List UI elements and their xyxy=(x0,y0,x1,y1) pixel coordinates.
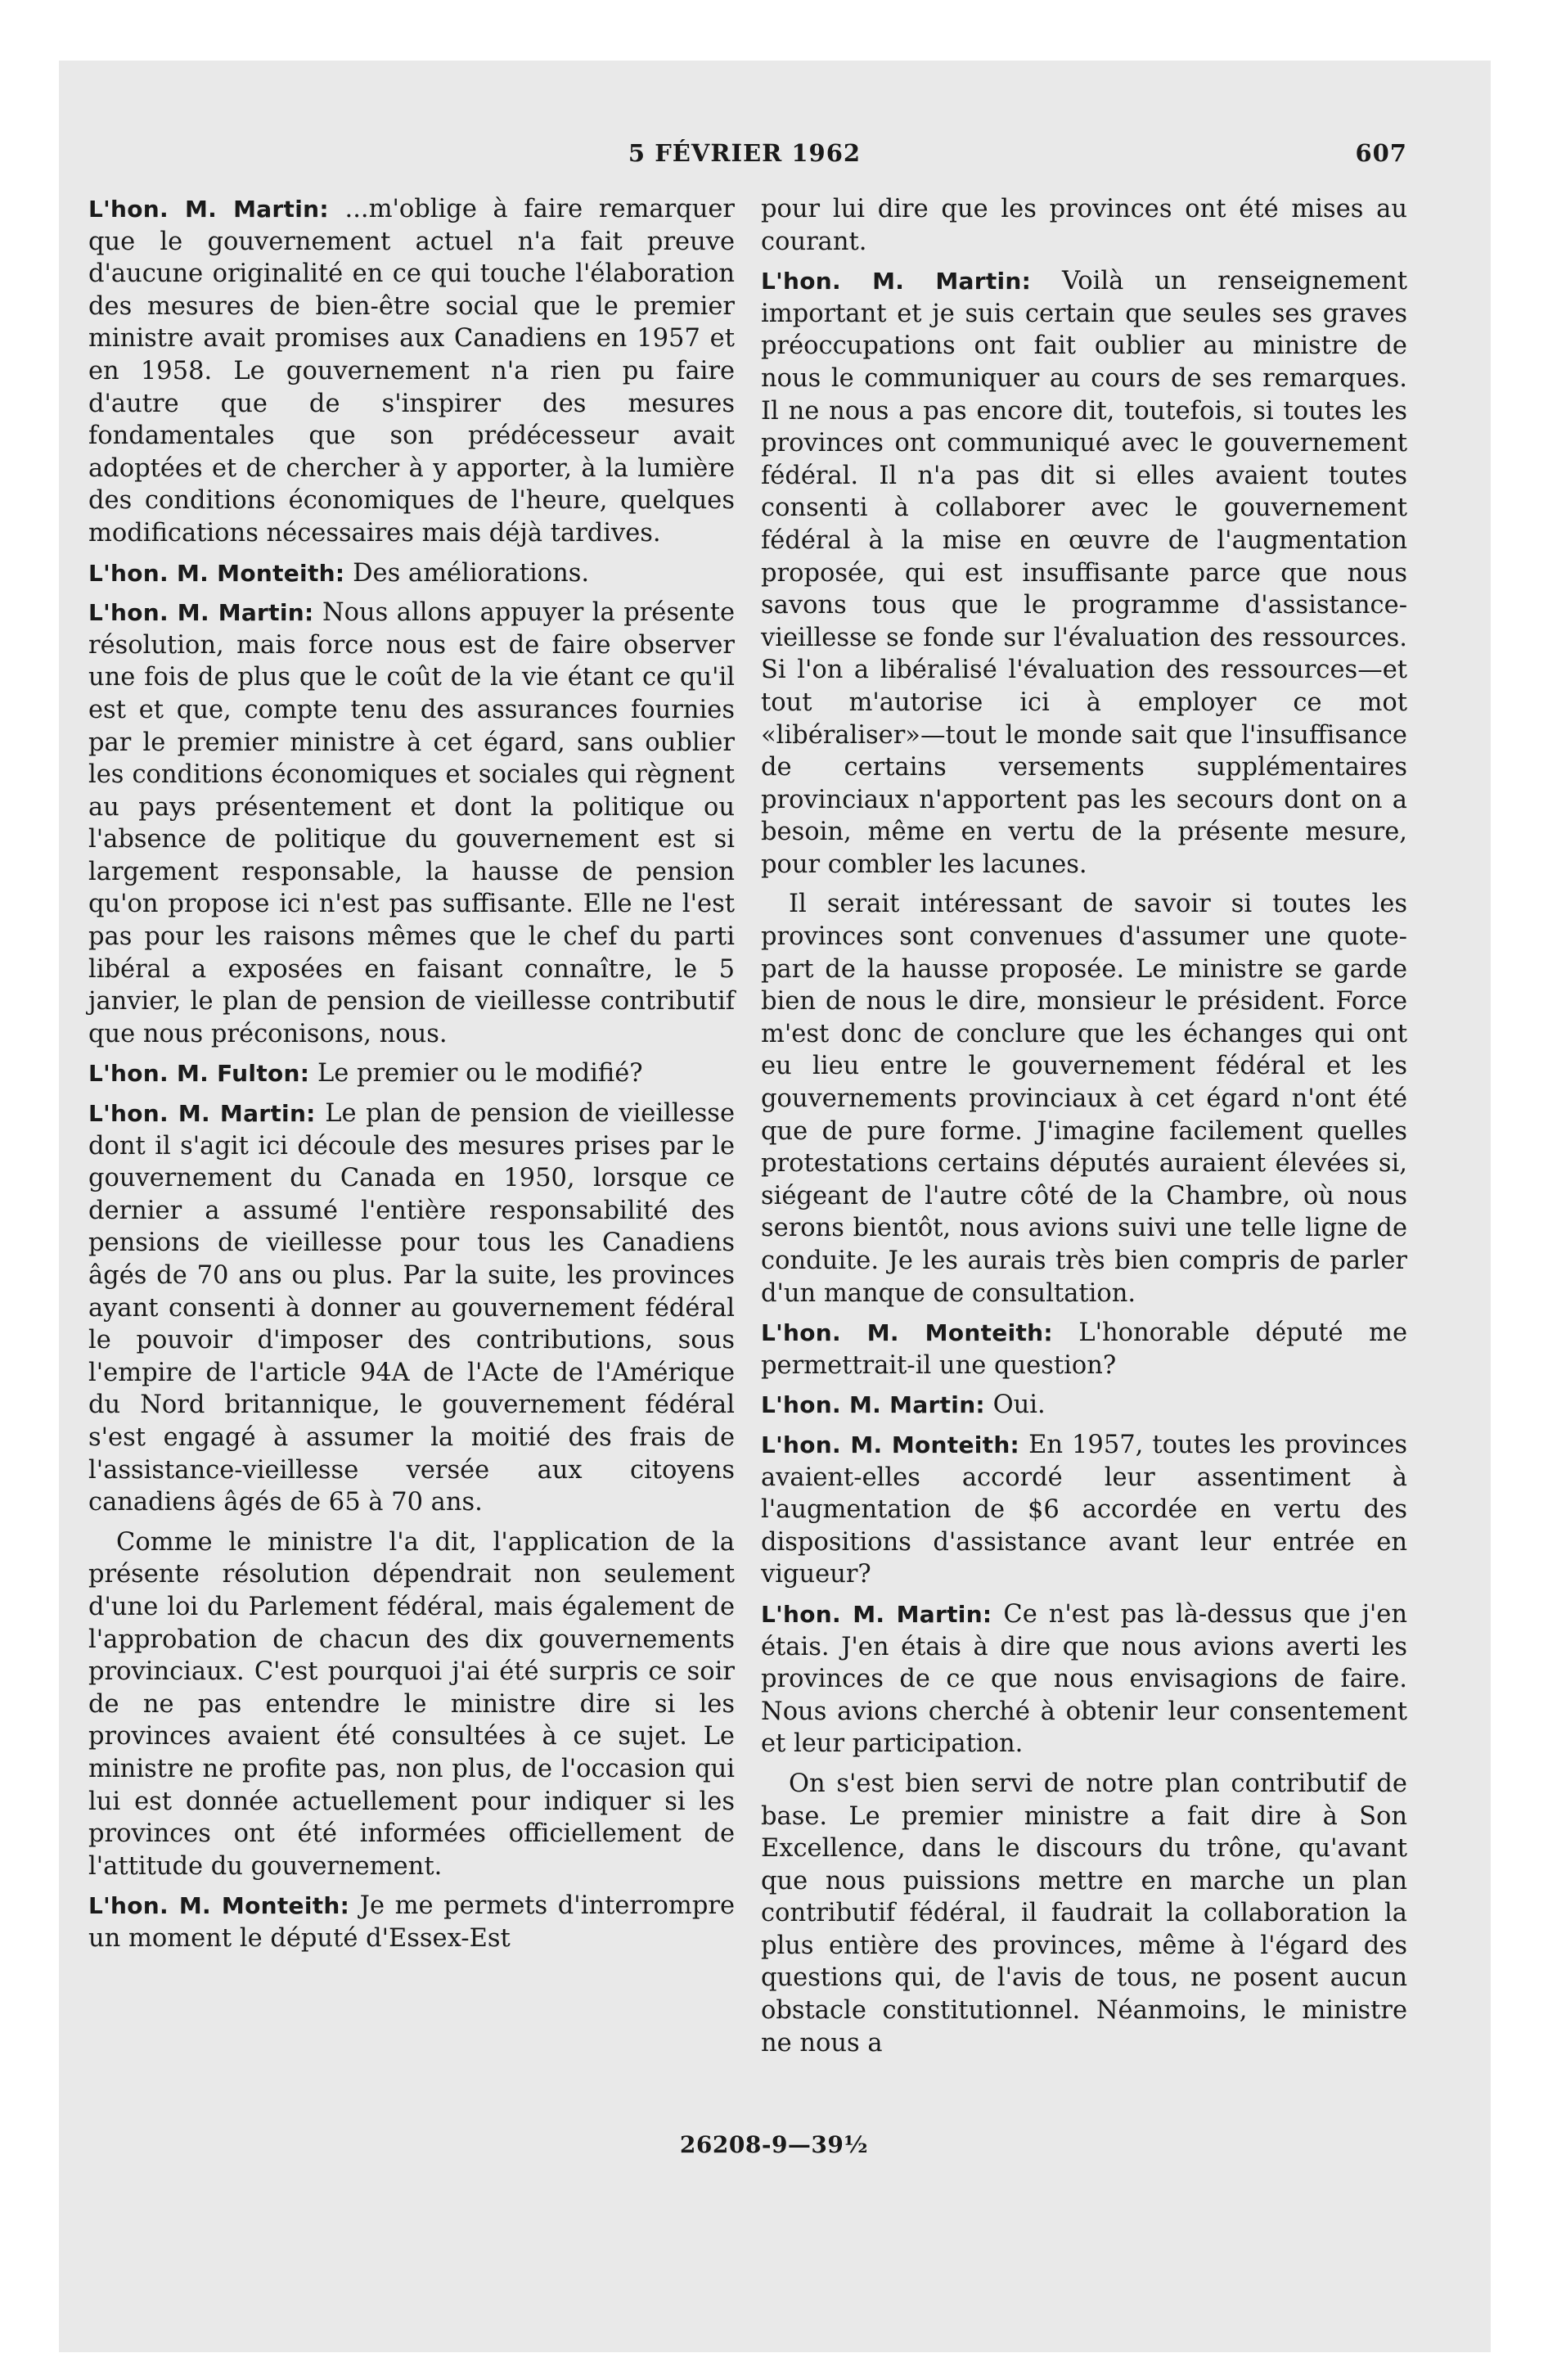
paragraph xyxy=(761,265,1407,881)
paragraph-text: Je me permets d'interrompre un moment le député d'Essex-Est xyxy=(88,1891,735,1953)
paragraph xyxy=(761,1317,1407,1382)
speaker-name: L'hon. M. Martin: xyxy=(88,1100,316,1128)
paragraph xyxy=(761,888,1407,1309)
speaker-name: L'hon. M. Martin: xyxy=(761,1391,985,1419)
paragraph-text: Le plan de pension de vieillesse dont il s'agit ici découle des mesures prises par le gouvernement du Canada en 1950, lorsque ce dernier a assumé l'entière responsabilité des pensions de vieillesse pour tous les Canadiens âgés de 70 ans ou plus. Par la suite, les provinces ayant consenti à donner au gouvernement fédéral le pouvoir d'imposer des contributions, sous l'empire de l'article 94A de l'Acte de l'Amérique du Nord britannique, le gouvernement fédéral s'est engagé à assumer la moitié des frais de l'assistance-vieillesse versée aux citoyens canadiens âgés de 65 à 70 ans. xyxy=(88,1099,735,1517)
speaker-name: L'hon. M. Monteith: xyxy=(761,1319,1053,1347)
speaker-name: L'hon. M. Fulton: xyxy=(88,1060,310,1088)
paragraph xyxy=(88,193,735,550)
right-column xyxy=(761,193,1407,2067)
speaker-name: L'hon. M. Martin: xyxy=(88,599,314,627)
paragraph-text: Il serait intéressant de savoir si toutes les provinces sont convenues d'assumer une quote-part de la hausse proposée. Le ministre se garde bien de nous le dire, monsieur le président. Force m'est donc de conclure que les échanges qui ont eu lieu entre le gouvernement fédéral et les gouvernements provinciaux à cet égard n'ont été que de pure forme. J'imagine facilement quelles protestations certains députés auraient élevées si, siégeant de l'autre côté de la Chambre, où nous serons bientôt, nous avions suivi une telle ligne de conduite. Je les aurais très bien compris de parler d'un manque de consultation. xyxy=(761,890,1407,1308)
paragraph xyxy=(761,1389,1407,1422)
page-footer-code: 26208-9—39½ xyxy=(679,2131,869,2158)
speaker-name: L'hon. M. Martin: xyxy=(88,196,329,223)
paragraph-text: Oui. xyxy=(984,1391,1046,1420)
speaker-name: L'hon. M. Monteith: xyxy=(761,1431,1020,1458)
paragraph-text: Ce n'est pas là-dessus que j'en étais. J'en étais à dire que nous avions averti les provinces de ce que nous envisagions de faire. Nous avions cherché à obtenir leur consentement et leur participation. xyxy=(761,1599,1407,1759)
paragraph xyxy=(88,1098,735,1519)
paragraph xyxy=(761,193,1407,258)
left-column xyxy=(88,193,735,1962)
paragraph-text: Comme le ministre l'a dit, l'application de la présente résolution dépendrait non seulement d'une loi du Parlement fédéral, mais également de l'approbation de chacun des dix gouvernements provinciaux. C'est pourquoi j'ai été surpris ce soir de ne pas entendre le ministre dire si les provinces avaient été consultées à ce sujet. Le ministre ne profite pas, non plus, de l'occasion qui lui est donnée actuellement pour indiquer si les provinces ont été informées officiellement de l'attitude du gouvernement. xyxy=(88,1527,735,1881)
paragraph-text: L'honorable député me permettrait-il une question? xyxy=(761,1318,1407,1380)
paragraph-text: pour lui dire que les provinces ont été mises au courant. xyxy=(761,195,1407,256)
page-number: 607 xyxy=(1355,139,1407,167)
paragraph xyxy=(88,1526,735,1883)
header-date: 5 FÉVRIER 1962 xyxy=(628,139,862,167)
page-header xyxy=(82,139,1407,177)
paragraph xyxy=(88,1057,735,1090)
paragraph xyxy=(761,1598,1407,1760)
paragraph-text: On s'est bien servi de notre plan contributif de base. Le premier ministre a fait dire à Son Excellence, dans le discours du trône, qu'avant que nous puissions mettre en marche un plan contributif fédéral, il faudrait la collaboration la plus entière des provinces, même à l'égard des questions qui, de l'avis de tous, ne posent aucun obstacle constitutionnel. Néanmoins, le ministre ne nous a xyxy=(761,1769,1407,2058)
speaker-name: L'hon. M. Monteith: xyxy=(88,1892,350,1920)
paragraph-text: Le premier ou le modifié? xyxy=(309,1059,643,1089)
speaker-name: L'hon. M. Martin: xyxy=(761,268,1032,295)
paragraph-text: En 1957, toutes les provinces avaient-elles accordé leur assentiment à l'augmentation de $6 accordée en vertu des dispositions d'assistance avant leur entrée en vigueur? xyxy=(761,1430,1407,1589)
paragraph xyxy=(761,1768,1407,2059)
paragraph xyxy=(761,1429,1407,1591)
paragraph-text: Des améliorations. xyxy=(344,558,590,588)
paragraph-text: ...m'oblige à faire remarquer que le gouvernement actuel n'a fait preuve d'aucune originalité en ce qui touche l'élaboration des mesures de bien-être social que le premier ministre avait promises aux Canadiens en 1957 et en 1958. Le gouvernement n'a rien pu faire d'autre que de s'inspirer des mesures fondamentales que son prédécesseur avait adoptées et de chercher à y apporter, à la lumière des conditions économiques de l'heure, quelques modifications nécessaires mais déjà tardives. xyxy=(88,195,735,548)
speaker-name: L'hon. M. Monteith: xyxy=(88,559,345,587)
paragraph xyxy=(88,597,735,1050)
paragraph xyxy=(88,557,735,590)
paragraph-text: Voilà un renseignement important et je suis certain que seules ses graves préoccupations ont fait oublier au ministre de nous le communiquer au cours de ses remarques. Il ne nous a pas encore dit, toutefois, si toutes les provinces ont communiqué avec le gouvernement fédéral. Il n'a pas dit si elles avaient toutes consenti à collaborer avec le gouvernement fédéral à la mise en œuvre de l'augmentation proposée, qui est insuffisante parce que nous savons tous que le programme d'assistance-vieillesse se fonde sur l'évaluation des ressources. Si l'on a libéralisé l'évaluation des ressources—et tout m'autorise ici à employer ce mot «libéraliser»—tout le monde sait que l'insuffisance de certains versements supplémentaires provinciaux n'apportent pas les secours dont on a besoin, même en vertu de la présente mesure, pour combler les lacunes. xyxy=(761,267,1407,879)
paragraph xyxy=(88,1890,735,1954)
speaker-name: L'hon. M. Martin: xyxy=(761,1600,992,1628)
paragraph-text: Nous allons appuyer la présente résolution, mais force nous est de faire observer une fois de plus que le coût de la vie étant ce qu'il est et que, compte tenu des assurances fournies par le premier ministre à cet égard, sans oublier les conditions économiques et sociales qui règnent au pays présentement et dont la politique ou l'absence de politique du gouvernement est si largement responsable, la hausse de pension qu'on propose ici n'est pas suffisante. Elle ne l'est pas pour les raisons mêmes que le chef du parti libéral a exposées en faisant connaître, le 5 janvier, le plan de pension de vieillesse contributif que nous préconisons, nous. xyxy=(88,598,735,1048)
